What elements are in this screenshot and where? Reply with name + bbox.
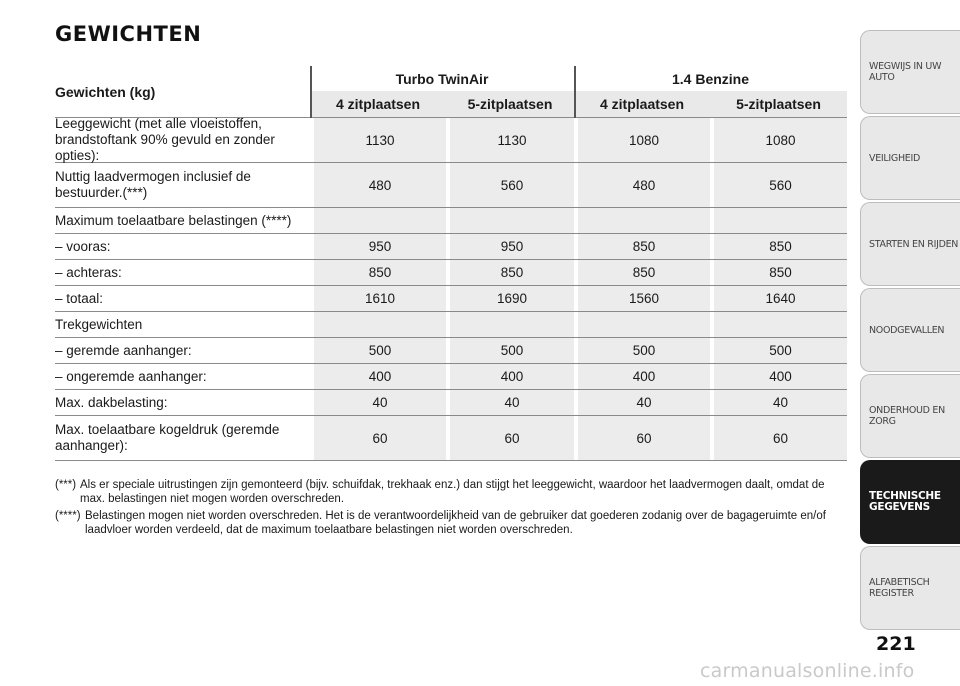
value-cell: 400 [310,364,446,389]
value-cell: 1560 [574,286,710,311]
value-cell: 60 [446,416,574,460]
value-cell [574,208,710,233]
value-cell: 850 [574,260,710,285]
table-row [55,390,847,416]
value-cell: 400 [710,364,847,389]
table-row [55,260,847,286]
sidebar-tab-label: NOODGEVALLEN [869,324,945,336]
value-cell: 1690 [446,286,574,311]
sidebar-tab-alfabetisch-register[interactable] [860,546,960,630]
table-row [55,312,847,338]
row-label: Nuttig laadvermogen inclusief de bestuurder.(***) [55,169,251,200]
value-cell: 850 [310,260,446,285]
subheader: 4 zitplaatsen [335,96,421,112]
watermark: carmanualsonline.info [700,660,915,682]
table-row [55,364,847,390]
footnote-mark: (****) [55,510,81,522]
page-title: GEWICHTEN [55,22,202,46]
sidebar-tab-label: WEGWIJS IN UW AUTO [869,61,942,83]
subheader: 4 zitplaatsen [599,96,685,112]
table-header [55,66,847,118]
row-label: – vooras: [55,238,111,254]
table-row [55,338,847,364]
value-cell [710,208,847,233]
value-cell: 850 [710,260,847,285]
row-label: Max. toelaatbare kogeldruk (geremde aanhanger): [55,422,280,453]
sidebar-tab-label: TECHNISCHE GEGEVENS [869,490,941,513]
value-cell: 1080 [710,118,847,162]
sidebar-tab-label: ONDERHOUD EN ZORG [869,405,945,427]
value-cell [446,208,574,233]
value-cell: 1080 [574,118,710,162]
column-divider [310,66,312,118]
column-divider [574,66,576,118]
row-label: Trekgewichten [55,316,143,332]
value-cell: 500 [310,338,446,363]
sidebar-tab-technische-gegevens[interactable] [860,460,960,544]
value-cell: 480 [310,163,446,207]
sidebar-tab-label: VEILIGHEID [869,152,921,164]
row-label: Max. dakbelasting: [55,394,168,410]
value-cell: 850 [574,234,710,259]
value-cell: 850 [446,260,574,285]
value-cell: 40 [446,390,574,415]
footnote-mark: (***) [55,479,77,491]
table-row [55,286,847,312]
value-cell [310,312,446,337]
subheader: 5-zitplaatsen [467,96,553,112]
table-row [55,118,847,163]
sidebar-tab-starten-en-rijden[interactable] [860,202,960,286]
row-header-label: Gewichten (kg) [55,66,310,118]
sidebar-tab-label: ALFABETISCH REGISTER [869,577,930,599]
value-cell [710,312,847,337]
value-cell: 400 [446,364,574,389]
value-cell: 1130 [310,118,446,162]
value-cell [446,312,574,337]
value-cell: 1640 [710,286,847,311]
table-body [55,118,847,461]
value-cell: 60 [574,416,710,460]
page-number: 221 [876,633,916,655]
sidebar-tab-onderhoud-en-zorg[interactable] [860,374,960,458]
value-cell [310,208,446,233]
row-label: – geremde aanhanger: [55,342,192,358]
table-row [55,416,847,461]
chapter-sidebar [860,30,960,632]
value-cell: 60 [310,416,446,460]
value-cell: 560 [710,163,847,207]
sidebar-tab-noodgevallen[interactable] [860,288,960,372]
row-label: Maximum toelaatbare belastingen (****) [55,212,292,228]
value-cell: 850 [710,234,847,259]
group-header-turbo-twinair: Turbo TwinAir [395,70,489,87]
footnotes [55,478,847,540]
value-cell: 950 [310,234,446,259]
value-cell: 1610 [310,286,446,311]
group-header-1-4-benzine: 1.4 Benzine [671,70,750,87]
subheader: 5-zitplaatsen [736,96,821,112]
table-row [55,163,847,208]
value-cell: 40 [574,390,710,415]
table-row [55,208,847,234]
value-cell: 480 [574,163,710,207]
value-cell: 950 [446,234,574,259]
value-cell: 500 [574,338,710,363]
sidebar-tab-wegwijs-in-uw-auto[interactable] [860,30,960,114]
footnote-text: Belastingen mogen niet worden overschreden. Het is de verantwoordelijkheid van de gebruiker dat goederen zodanig over de bagageruimte en/of laadvloer worden verdeeld, dat de maximum toelaatbare belastingen niet worden overschreden. [85,510,826,536]
row-label: Leeggewicht (met alle vloeistoffen, brandstoftank 90% gevuld en zonder opties): [55,116,275,163]
value-cell: 560 [446,163,574,207]
weights-table [55,66,847,461]
value-cell: 400 [574,364,710,389]
footnote [55,478,847,506]
sidebar-tab-veiligheid[interactable] [860,116,960,200]
value-cell [574,312,710,337]
value-cell: 40 [310,390,446,415]
row-label: – achteras: [55,264,122,280]
value-cell: 500 [710,338,847,363]
table-row [55,234,847,260]
sidebar-tab-label: STARTEN EN RIJDEN [869,238,959,250]
footnote-text: Als er speciale uitrustingen zijn gemonteerd (bijv. schuifdak, trekhaak enz.) dan stijgt het leeggewicht, waardoor het laadvermogen daalt, omdat de max. belastingen niet mogen worden overschreden. [80,479,825,505]
footnote [55,509,847,537]
value-cell: 500 [446,338,574,363]
value-cell: 60 [710,416,847,460]
value-cell: 1130 [446,118,574,162]
row-label: – ongeremde aanhanger: [55,368,207,384]
row-label: – totaal: [55,290,104,306]
value-cell: 40 [710,390,847,415]
